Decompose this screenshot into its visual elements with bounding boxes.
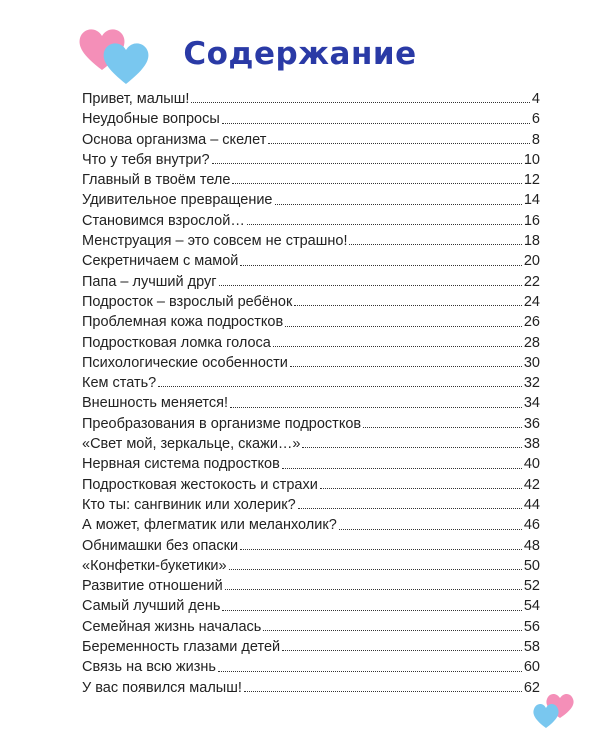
- toc-entry-page: 12: [523, 172, 540, 189]
- toc-entry-title: Подросток – взрослый ребёнок: [82, 293, 293, 310]
- toc-entry-page: 18: [523, 233, 540, 250]
- dot-leader: [222, 122, 530, 124]
- toc-entry-page: 60: [523, 659, 540, 676]
- toc-entry: [82, 536, 540, 556]
- dot-leader: [222, 609, 521, 611]
- toc-entry-title: Главный в твоём теле: [82, 172, 231, 189]
- dot-leader: [240, 548, 522, 550]
- toc-entry-page: 52: [523, 578, 540, 595]
- toc-entry: [82, 353, 540, 373]
- toc-entry: [82, 393, 540, 413]
- toc-entry: [82, 495, 540, 515]
- toc-entry-title: Кто ты: сангвиник или холерик?: [82, 496, 296, 513]
- dot-leader: [229, 568, 522, 570]
- toc-entry: [82, 414, 540, 434]
- toc-entry: [82, 434, 540, 454]
- dot-leader: [302, 446, 521, 448]
- dot-leader: [268, 142, 530, 144]
- toc-entry: [82, 475, 540, 495]
- dot-leader: [282, 467, 522, 469]
- toc-entry-title: Удивительное превращение: [82, 192, 273, 209]
- toc-entry-page: 46: [523, 517, 540, 534]
- toc-entry-page: 44: [523, 496, 540, 513]
- toc-entry-title: Внешность меняется!: [82, 395, 229, 412]
- toc-entry: [82, 373, 540, 393]
- toc-entry: [82, 454, 540, 474]
- toc-entry-page: 28: [523, 334, 540, 351]
- toc-entry-page: 34: [523, 395, 540, 412]
- toc-entry-page: 26: [523, 314, 540, 331]
- toc-entry-title: Что у тебя внутри?: [82, 151, 210, 168]
- toc-entry-page: 6: [531, 111, 540, 128]
- dot-leader: [298, 507, 522, 509]
- toc-entry-page: 14: [523, 192, 540, 209]
- toc-entry-title: Преобразования в организме подростков: [82, 415, 362, 432]
- toc-entry: [82, 576, 540, 596]
- dot-leader: [240, 264, 521, 266]
- toc-entry-title: «Свет мой, зеркальце, скажи…»: [82, 436, 301, 453]
- toc-entry: [82, 109, 540, 129]
- toc-entry-page: 22: [523, 273, 540, 290]
- dot-leader: [225, 588, 522, 590]
- toc-entry-title: «Конфетки-букетики»: [82, 557, 227, 574]
- toc-entry: [82, 170, 540, 190]
- dot-leader: [230, 406, 522, 408]
- toc-entry-title: У вас появился малыш!: [82, 679, 242, 696]
- toc-entry: [82, 272, 540, 292]
- toc-entry-title: Обнимашки без опаски: [82, 537, 239, 554]
- dot-leader: [212, 162, 522, 164]
- toc-entry: [82, 150, 540, 170]
- dot-leader: [244, 690, 522, 692]
- toc-entry-title: Беременность глазами детей: [82, 639, 281, 656]
- toc-entry-title: Психологические особенности: [82, 354, 288, 371]
- toc-entry-page: 4: [531, 91, 540, 107]
- dot-leader: [273, 345, 522, 347]
- toc-entry-page: 38: [523, 436, 540, 453]
- toc-entry-page: 20: [523, 253, 540, 270]
- dot-leader: [218, 670, 522, 672]
- toc-entry-page: 16: [523, 212, 540, 229]
- toc-entry-page: 30: [523, 354, 540, 371]
- dot-leader: [339, 528, 522, 530]
- toc-entry-page: 56: [523, 618, 540, 635]
- toc-entry-title: Кем стать?: [82, 375, 157, 392]
- dot-leader: [191, 101, 530, 103]
- toc-entry-page: 32: [523, 375, 540, 392]
- toc-entry: [82, 211, 540, 231]
- toc-entry-page: 62: [523, 679, 540, 696]
- toc-entry: [82, 333, 540, 353]
- dot-leader: [263, 629, 521, 631]
- dot-leader: [285, 325, 522, 327]
- dot-leader: [363, 426, 522, 428]
- dot-leader: [232, 182, 521, 184]
- toc-entry-page: 50: [523, 557, 540, 574]
- hearts-icon: [530, 690, 578, 730]
- toc-entry-page: 54: [523, 598, 540, 615]
- toc-entry-title: Подростковая ломка голоса: [82, 334, 271, 351]
- dot-leader: [275, 203, 522, 205]
- toc-entry: [82, 251, 540, 271]
- toc-entry-page: 36: [523, 415, 540, 432]
- dot-leader: [282, 649, 522, 651]
- toc-entry-title: Семейная жизнь началась: [82, 618, 262, 635]
- toc-entry: [82, 312, 540, 332]
- toc-entry-title: Привет, малыш!: [82, 91, 190, 107]
- toc-entry-page: 24: [523, 293, 540, 310]
- toc-entry-title: Менструация – это совсем не страшно!: [82, 233, 348, 250]
- toc-entry-page: 40: [523, 456, 540, 473]
- toc-entry-title: Папа – лучший друг: [82, 273, 217, 290]
- dot-leader: [290, 365, 522, 367]
- toc-entry-page: 48: [523, 537, 540, 554]
- dot-leader: [349, 243, 521, 245]
- toc-entry-title: Секретничаем с мамой: [82, 253, 239, 270]
- toc-entry: [82, 292, 540, 312]
- dot-leader: [294, 304, 522, 306]
- toc-entry: [82, 657, 540, 677]
- toc-entry-page: 8: [531, 131, 540, 148]
- toc-entry-page: 58: [523, 639, 540, 656]
- toc-entry: [82, 190, 540, 210]
- toc-entry: [82, 678, 540, 698]
- dot-leader: [158, 385, 522, 387]
- toc-entry-page: 42: [523, 476, 540, 493]
- toc-entry-title: А может, флегматик или меланхолик?: [82, 517, 337, 534]
- toc-entry-title: Неудобные вопросы: [82, 111, 220, 128]
- toc-entry-title: Становимся взрослой…: [82, 212, 245, 229]
- toc-entry: [82, 596, 540, 616]
- toc-entry-page: 10: [523, 151, 540, 168]
- blue-heart-icon: [533, 704, 558, 728]
- toc-entry-title: Проблемная кожа подростков: [82, 314, 284, 331]
- toc-entry: [82, 231, 540, 251]
- toc-entry: [82, 637, 540, 657]
- toc-entry: [82, 130, 540, 150]
- table-of-contents: [82, 89, 540, 698]
- toc-entry-title: Самый лучший день: [82, 598, 221, 615]
- toc-entry: [82, 556, 540, 576]
- toc-entry-title: Связь на всю жизнь: [82, 659, 216, 676]
- toc-entry-title: Развитие отношений: [82, 578, 223, 595]
- dot-leader: [320, 487, 522, 489]
- page-title: Содержание: [183, 36, 417, 72]
- toc-entry: [82, 617, 540, 637]
- toc-entry-title: Подростковая жестокость и страхи: [82, 476, 318, 493]
- toc-entry: [82, 515, 540, 535]
- toc-entry: [82, 89, 540, 109]
- dot-leader: [247, 223, 522, 225]
- toc-entry-title: Нервная система подростков: [82, 456, 280, 473]
- dot-leader: [219, 284, 522, 286]
- toc-entry-title: Основа организма – скелет: [82, 131, 267, 148]
